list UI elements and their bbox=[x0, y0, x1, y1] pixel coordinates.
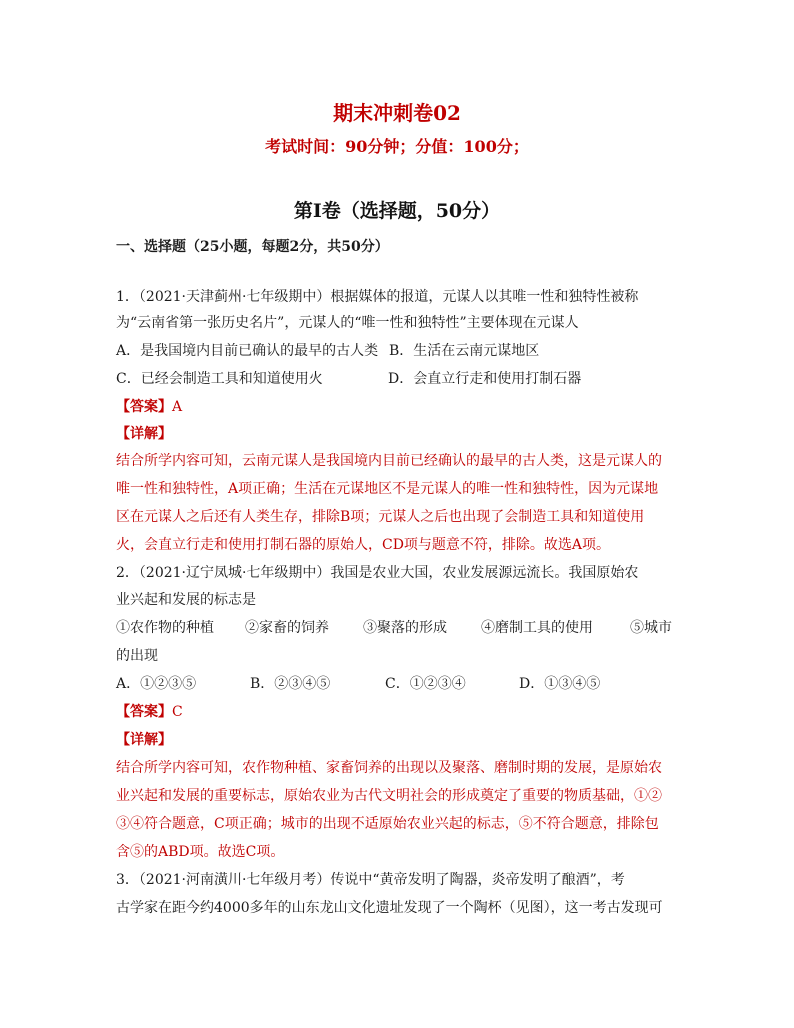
q2-explanation-line-2: 业兴起和发展的重要标志，原始农业为古代文明社会的形成奠定了重要的物质基础，①② bbox=[116, 788, 662, 804]
q1-explanation-line-3: 区在元谋人之后还有人类生存，排除B项；元谋人之后也出现了会制造工具和知道使用 bbox=[116, 509, 645, 525]
answer-label: 【答案】 bbox=[116, 704, 172, 720]
q1-explanation-line-1: 结合所学内容可知，云南元谋人是我国境内目前已经确认的最早的古人类，这是元谋人的 bbox=[116, 453, 662, 469]
q2-explanation-line-4: 含⑤的ABD项。故选C项。 bbox=[116, 844, 285, 860]
exam-title: 期末冲刺卷02 bbox=[333, 101, 461, 125]
q2-stem-line-1: 2．（2021·辽宁凤城·七年级期中）我国是农业大国，农业发展源远流长。我国原始农 bbox=[116, 565, 639, 581]
q2-answer bbox=[116, 702, 183, 722]
q2-item-4: ④磨制工具的使用 bbox=[481, 620, 593, 636]
q2-explanation-line-3: ③④符合题意，C项正确；城市的出现不适原始农业兴起的标志，⑤不符合题意，排除包 bbox=[116, 816, 659, 832]
q2-item-1: ①农作物的种植 bbox=[116, 620, 214, 636]
q3-stem-line-1: 3．（2021·河南潢川·七年级月考）传说中“黄帝发明了陶器，炎帝发明了酿酒”，考 bbox=[116, 872, 625, 888]
q2-detail-label: 【详解】 bbox=[116, 732, 172, 748]
q2-stem-line-4: 的出现 bbox=[116, 648, 158, 664]
exam-subtitle: 考试时间：90分钟；分值：100分； bbox=[265, 137, 529, 156]
q1-explanation-line-4: 火，会直立行走和使用打制石器的原始人，CD项与题意不符，排除。故选A项。 bbox=[116, 537, 611, 553]
answer-label: 【答案】 bbox=[116, 399, 172, 415]
answer-value: A bbox=[172, 399, 183, 415]
q2-option-d: D．①③④⑤ bbox=[519, 676, 601, 692]
q2-option-c: C．①②③④ bbox=[385, 676, 466, 692]
q1-option-d: D．会直立行走和使用打制石器 bbox=[388, 371, 582, 387]
q2-stem-line-2: 业兴起和发展的标志是 bbox=[116, 592, 256, 608]
q2-item-5: ⑤城市 bbox=[630, 620, 672, 636]
part-heading: 一、选择题（25小题，每题2分，共50分） bbox=[116, 239, 389, 255]
q3-stem-line-2: 古学家在距今约4000多年的山东龙山文化遗址发现了一个陶杯（见图），这一考古发现可 bbox=[116, 900, 663, 916]
q1-option-c: C．已经会制造工具和知道使用火 bbox=[116, 371, 323, 387]
q2-option-b: B．②③④⑤ bbox=[250, 676, 331, 692]
q1-answer bbox=[116, 397, 182, 417]
q1-option-b: B．生活在云南元谋地区 bbox=[389, 343, 540, 359]
q2-option-a: A．①②③⑤ bbox=[116, 676, 197, 692]
section-title: 第I卷（选择题，50分） bbox=[293, 200, 501, 222]
q2-item-3: ③聚落的形成 bbox=[363, 620, 447, 636]
q2-explanation-line-1: 结合所学内容可知，农作物种植、家畜饲养的出现以及聚落、磨制时期的发展，是原始农 bbox=[116, 760, 662, 776]
answer-value: C bbox=[172, 704, 183, 720]
q2-item-2: ②家畜的饲养 bbox=[245, 620, 329, 636]
q1-option-a: A．是我国境内目前已确认的最早的古人类 bbox=[116, 343, 379, 359]
q1-explanation-line-2: 唯一性和独特性，A项正确；生活在元谋地区不是元谋人的唯一性和独特性，因为元谋地 bbox=[116, 481, 659, 497]
q1-stem-line-2: 为“云南省第一张历史名片”，元谋人的“唯一性和独特性”主要体现在元谋人 bbox=[116, 315, 579, 331]
q1-stem-line-1: 1．（2021·天津蓟州·七年级期中）根据媒体的报道，元谋人以其唯一性和独特性被称 bbox=[116, 289, 639, 305]
q1-detail-label: 【详解】 bbox=[116, 426, 172, 442]
